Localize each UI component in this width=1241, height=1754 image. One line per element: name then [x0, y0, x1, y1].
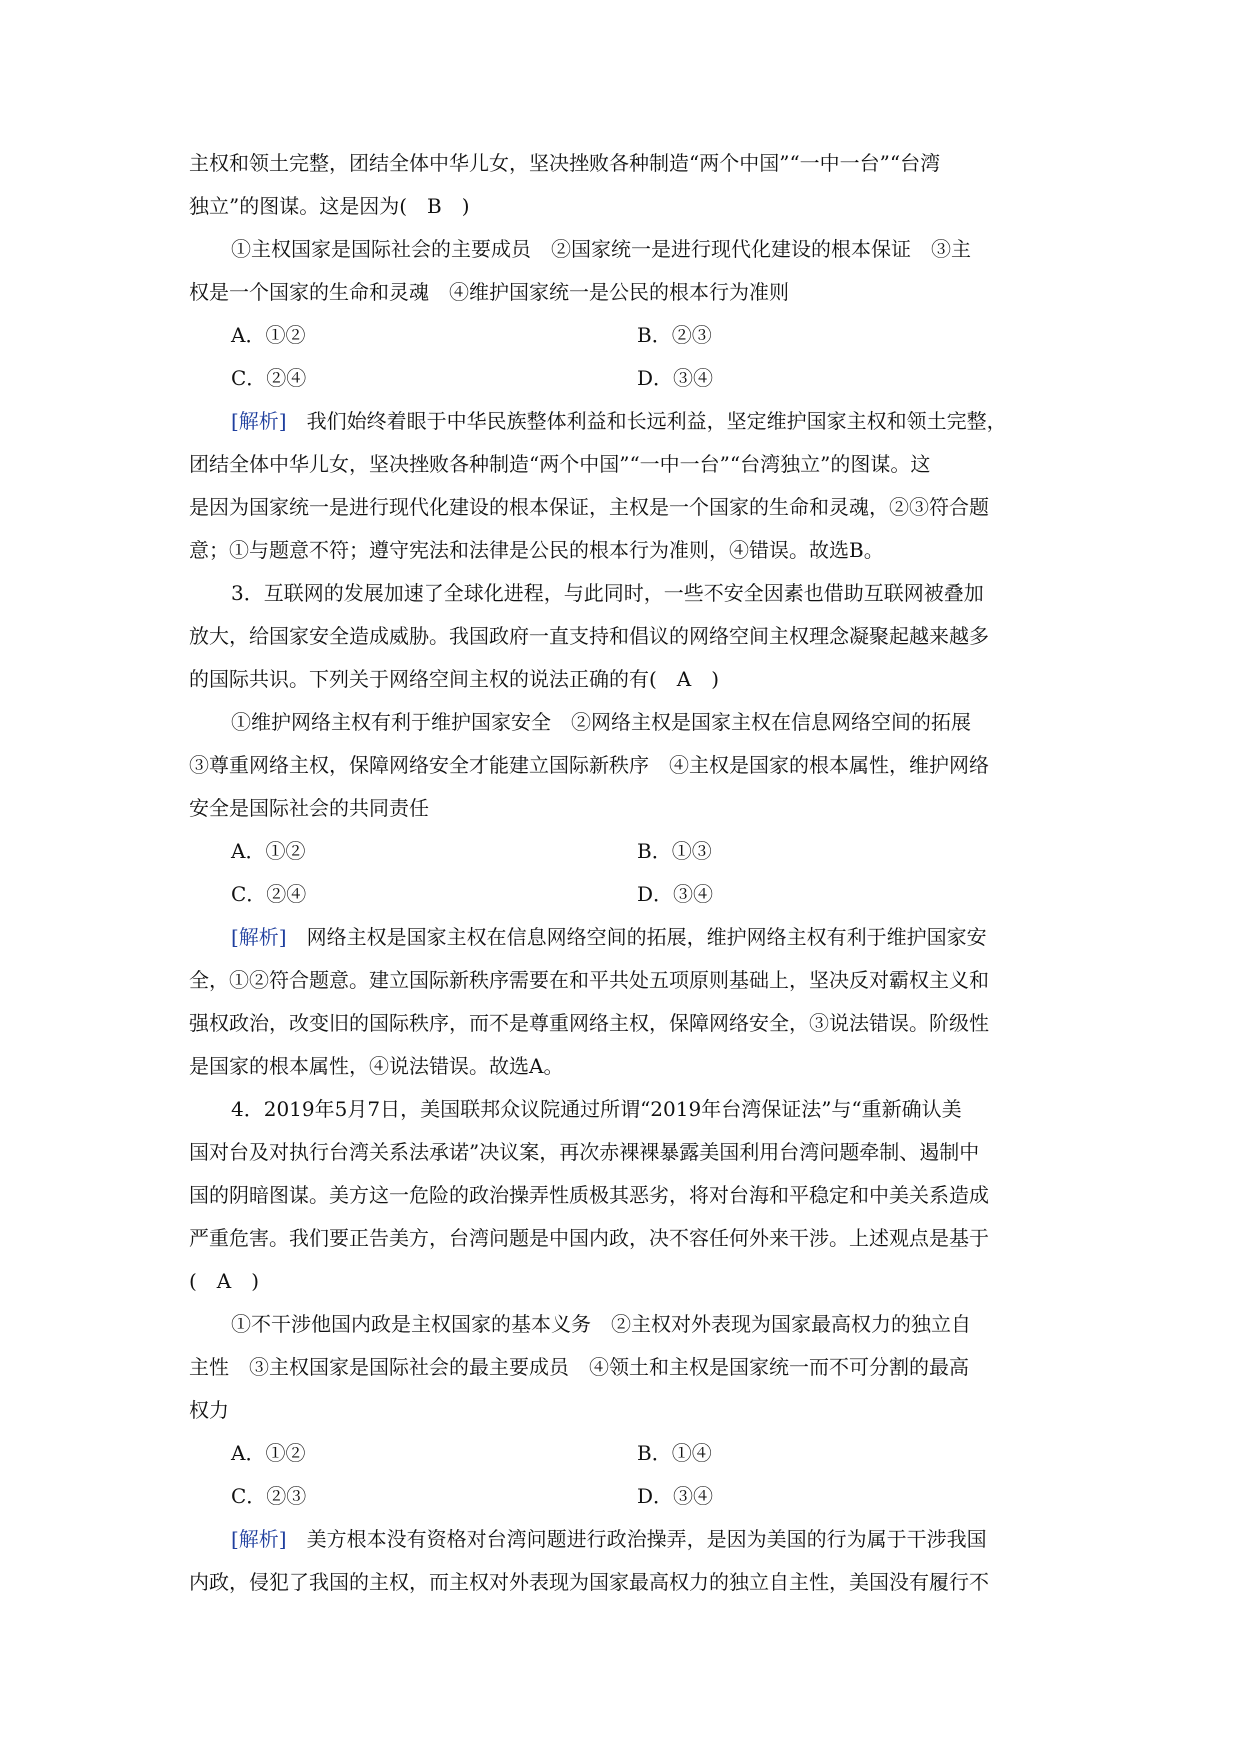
analysis-tag: [解析]: [231, 925, 287, 949]
q3-statements-line-2: ③尊重网络主权，保障网络安全才能建立国际新秩序 ④主权是国家的根本属性，维护网络: [189, 753, 989, 777]
q4-option-b: B．①④: [637, 1441, 712, 1465]
q2-option-a: A．①②: [231, 323, 306, 347]
q2-option-b: B．②③: [637, 323, 712, 347]
q3-statements-line-1: ①维护网络主权有利于维护国家安全 ②网络主权是国家主权在信息网络空间的拓展: [231, 710, 971, 734]
q2-statements-line-2: 权是一个国家的生命和灵魂 ④维护国家统一是公民的根本行为准则: [189, 280, 789, 304]
q3-analysis-line-3: 强权政治，改变旧的国际秩序，而不是尊重网络主权，保障网络安全，③说法错误。阶级性: [189, 1011, 989, 1035]
q2-analysis-line-1: [189, 400, 1059, 443]
q4-analysis-line-2: 内政，侵犯了我国的主权，而主权对外表现为国家最高权力的独立自主性，美国没有履行不: [189, 1570, 989, 1594]
q4-option-d: D．③④: [637, 1484, 714, 1508]
q4-analysis-line-1: [189, 1518, 1059, 1561]
q3-stem-line-1: 3．互联网的发展加速了全球化进程，与此同时，一些不安全因素也借助互联网被叠加: [231, 581, 984, 605]
analysis-tag: [解析]: [231, 1527, 287, 1551]
q4-options-row-1: [189, 1432, 1059, 1475]
q4-statements-line-2: 主性 ③主权国家是国际社会的最主要成员 ④领土和主权是国家统一而不可分割的最高: [189, 1355, 969, 1379]
q4-stem-line-3: 国的阴暗图谋。美方这一危险的政治操弄性质极其恶劣，将对台海和平稳定和中美关系造成: [189, 1183, 989, 1207]
q3-option-a: A．①②: [231, 839, 306, 863]
q2-analysis-line-3: 是因为国家统一是进行现代化建设的根本保证，主权是一个国家的生命和灵魂，②③符合题: [189, 495, 989, 519]
q3-analysis-line-2: 全，①②符合题意。建立国际新秩序需要在和平共处五项原则基础上，坚决反对霸权主义和: [189, 968, 989, 992]
q3-option-d: D．③④: [637, 882, 714, 906]
document-content: [189, 142, 1059, 1604]
q4-statements-line-1: ①不干涉他国内政是主权国家的基本义务 ②主权对外表现为国家最高权力的独立自: [231, 1312, 971, 1336]
q2-analysis-line-4: 意；①与题意不符；遵守宪法和法律是公民的根本行为准则，④错误。故选B。: [189, 538, 884, 562]
q3-option-b: B．①③: [637, 839, 712, 863]
q3-analysis-line-1: [189, 916, 1059, 959]
q3-analysis-text-1: 网络主权是国家主权在信息网络空间的拓展，维护网络主权有利于维护国家安: [286, 925, 987, 949]
q4-stem-line-1: 4．2019年5月7日，美国联邦众议院通过所谓“2019年台湾保证法”与“重新确认美: [231, 1097, 962, 1121]
q3-option-c: C．②④: [231, 882, 307, 906]
q2-stem-line-1: 主权和领土完整，团结全体中华儿女，坚决挫败各种制造“两个中国”“一中一台”“台湾: [189, 151, 941, 175]
q3-stem-line-3: 的国际共识。下列关于网络空间主权的说法正确的有( A ): [189, 667, 720, 691]
q4-option-c: C．②③: [231, 1484, 307, 1508]
q3-options-row-2: [189, 873, 1059, 916]
q3-options-row-1: [189, 830, 1059, 873]
q4-option-a: A．①②: [231, 1441, 306, 1465]
q4-analysis-text-1: 美方根本没有资格对台湾问题进行政治操弄，是因为美国的行为属于干涉我国: [286, 1527, 987, 1551]
q4-stem-line-5: ( A ): [189, 1269, 260, 1293]
q2-analysis-line-2: 团结全体中华儿女，坚决挫败各种制造“两个中国”“一中一台”“台湾独立”的图谋。这: [189, 452, 931, 476]
q4-stem-line-2: 国对台及对执行台湾关系法承诺”决议案，再次赤裸裸暴露美国利用台湾问题牵制、遏制中: [189, 1140, 980, 1164]
q2-options-row-1: [189, 314, 1059, 357]
q2-stem-line-2: 独立”的图谋。这是因为( B ): [189, 194, 470, 218]
q4-stem-line-4: 严重危害。我们要正告美方，台湾问题是中国内政，决不容任何外来干涉。上述观点是基于: [189, 1226, 989, 1250]
q3-analysis-line-4: 是国家的根本属性，④说法错误。故选A。: [189, 1054, 564, 1078]
q2-analysis-text-1: 我们始终着眼于中华民族整体利益和长远利益，坚定维护国家主权和领土完整，: [286, 409, 1007, 433]
analysis-tag: [解析]: [231, 409, 287, 433]
q4-options-row-2: [189, 1475, 1059, 1518]
q2-options-row-2: [189, 357, 1059, 400]
q2-option-c: C．②④: [231, 366, 307, 390]
q3-stem-line-2: 放大，给国家安全造成威胁。我国政府一直支持和倡议的网络空间主权理念凝聚起越来越多: [189, 624, 989, 648]
q2-statements-line-1: ①主权国家是国际社会的主要成员 ②国家统一是进行现代化建设的根本保证 ③主: [231, 237, 971, 261]
q4-statements-line-3: 权力: [189, 1398, 229, 1422]
q3-statements-line-3: 安全是国际社会的共同责任: [189, 796, 429, 820]
q2-option-d: D．③④: [637, 366, 714, 390]
